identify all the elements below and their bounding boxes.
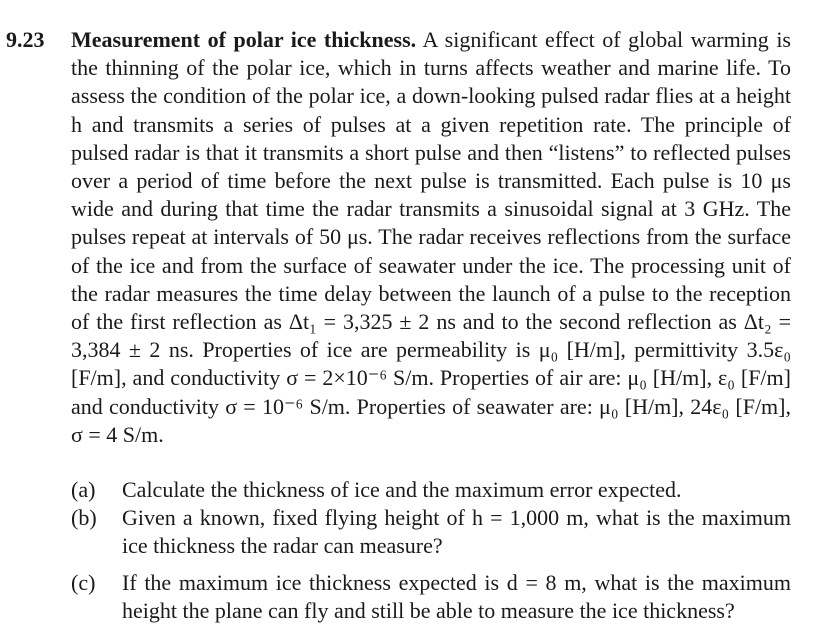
part-b-text: Given a known, fixed flying height of h = 1,000 m, what is the maximum ice thickness the radar can measure? <box>122 505 791 559</box>
problem-title: Measurement of polar ice thickness. <box>71 27 417 52</box>
part-a-label: (a) <box>71 477 96 502</box>
problem-text: A significant effect of global warming is the thinning of the polar ice, which in turns affects weather and marine life. To assess the condition of the polar ice, a down-looking pulsed radar flies at a height h and transmits a series of pulses at a given repetition rate. The principle of pulsed radar is that it transmits a short pulse and then “listens” to reflected pulses over a period of time before the next pulse is transmitted. Each pulse is 10 μs wide and during that time the radar transmits a sinusoidal signal at 3 GHz. The pulses repeat at intervals of 50 μs. The radar receives reflections from the surface of the ice and from the surface of seawater under the ice. The processing unit of the radar measures the time delay between the launch of a pulse to the reception of the first reflection as Δt₁ = 3,325 ± 2 ns and to the second reflection as Δt₂ = 3,384 ± 2 ns. Properties of ice are permeability is μ₀ [H/m], permittivity 3.5ε₀ [F/m], and conductivity σ = 2×10⁻⁶ S/m. Properties of air are: μ₀ [H/m], ε₀ [F/m] and conductivity σ = 10⁻⁶ S/m. Properties of seawater are: μ₀ [H/m], 24ε₀ [F/m], σ = 4 S/m. <box>71 27 791 447</box>
part-b-label: (b) <box>71 505 97 531</box>
part-c-label: (c) <box>71 569 96 595</box>
part-a-text: Calculate the thickness of ice and the maximum error expected. <box>122 477 682 502</box>
part-c <box>71 569 791 625</box>
problem-statement <box>71 26 791 449</box>
part-c-text: If the maximum ice thickness expected is d = 8 m, what is the maximum height the plane can fly and still be able to measure the ice thickness? <box>122 569 791 623</box>
problem-parts <box>71 476 791 625</box>
part-b <box>71 504 791 560</box>
problem-number: 9.23 <box>6 27 45 52</box>
part-a <box>71 476 791 504</box>
